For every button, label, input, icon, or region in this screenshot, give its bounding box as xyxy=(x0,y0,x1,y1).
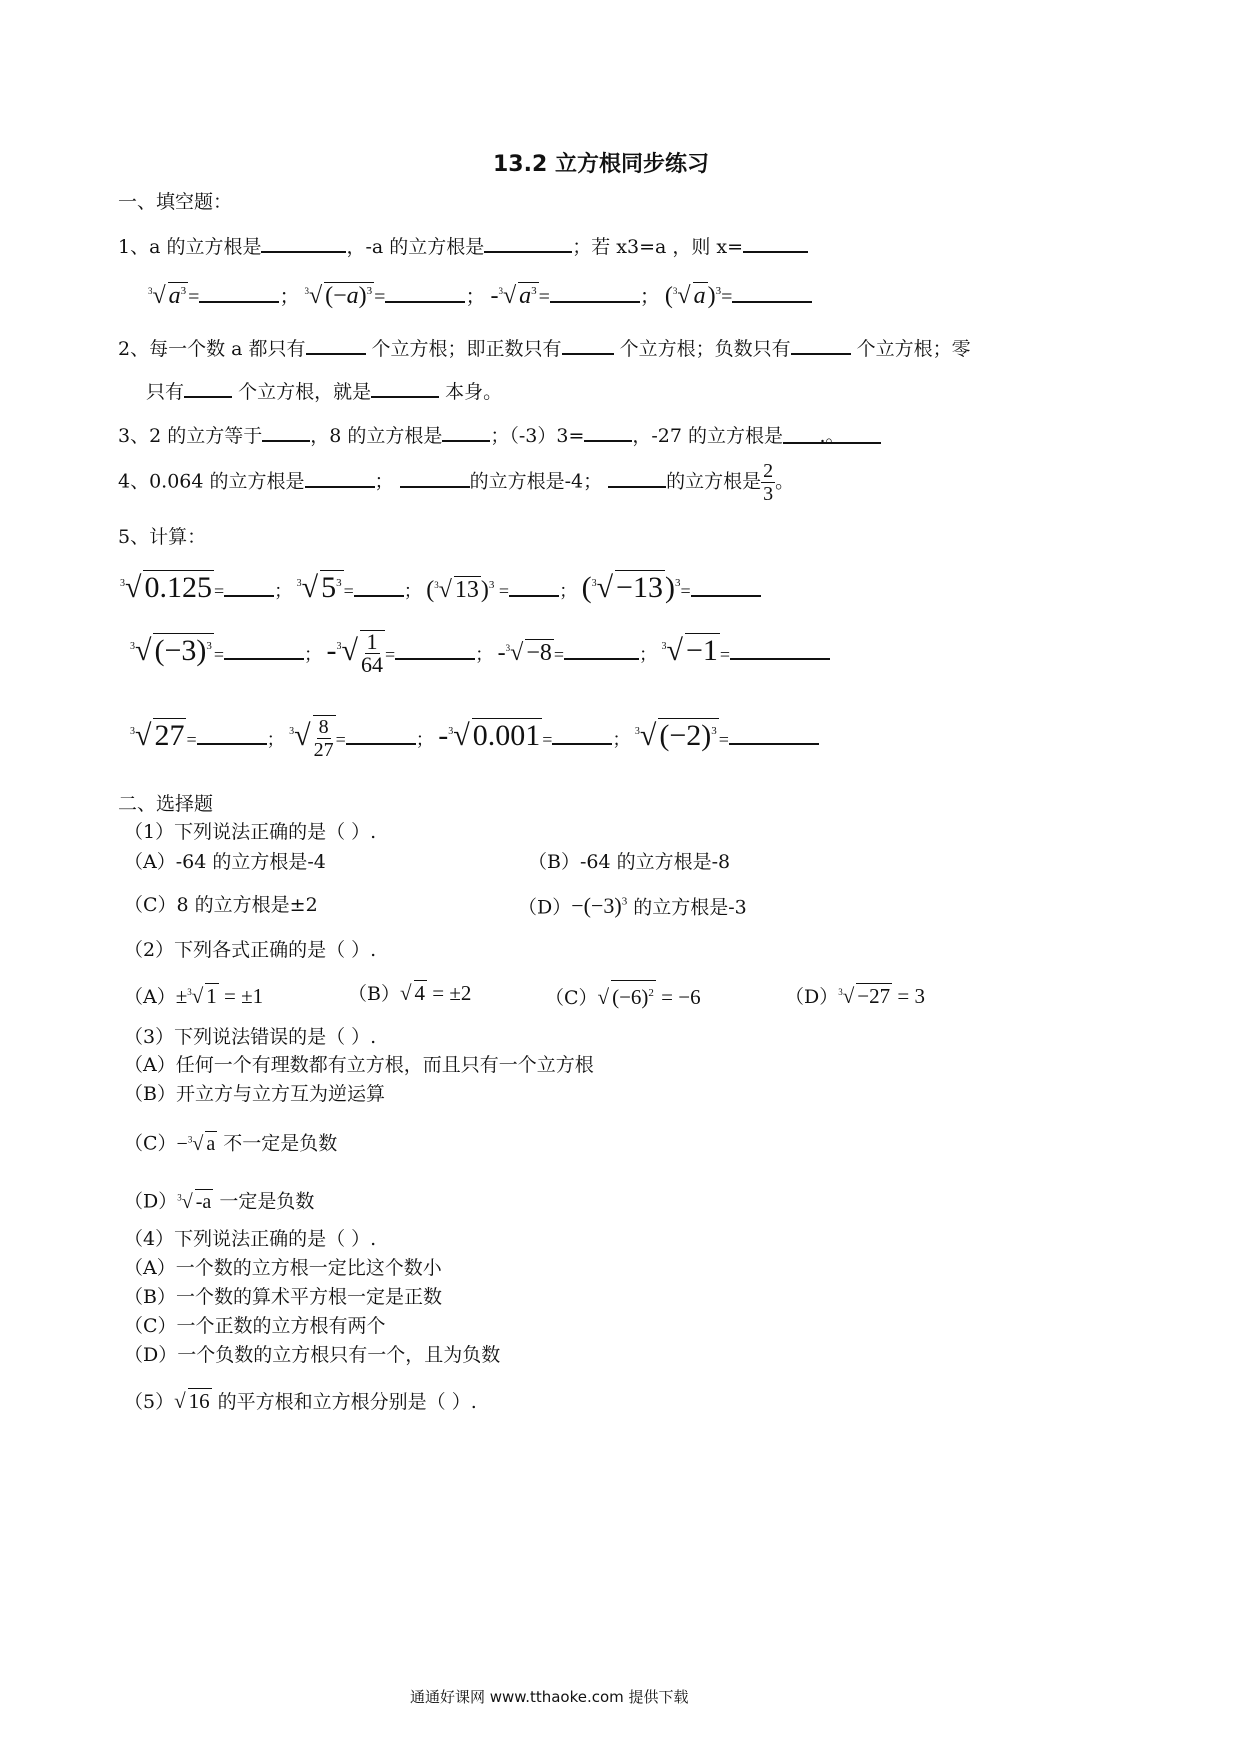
fraction-two-thirds: $\frac{2}{3}$ xyxy=(763,460,774,505)
answer-blank[interactable] xyxy=(261,233,346,253)
answer-blank[interactable] xyxy=(346,725,416,745)
answer-blank[interactable] xyxy=(791,335,851,355)
answer-blank[interactable] xyxy=(442,422,490,442)
choice-3-b[interactable]: （B）开立方与立方互为逆运算 xyxy=(124,1083,385,1105)
cube-root-neg1: $^3$√ −1 xyxy=(661,634,718,668)
choice-1-b[interactable]: （B）-64 的立方根是-8 xyxy=(528,851,731,873)
answer-blank[interactable] xyxy=(691,577,761,597)
question-4: 4、0.064 的立方根是 ； 的立方根是-4； 的立方根是 $\frac{2}{3}$ 。 xyxy=(118,460,795,505)
answer-blank[interactable] xyxy=(197,725,267,745)
cube-root-a-cubed: $^3$√ $a^3$ xyxy=(148,283,187,309)
choice-4-stem: （4）下列说法正确的是（ ）. xyxy=(124,1228,377,1250)
calc-row-3: $^3$√ 27 = ； $^3$√ $\frac{8}{27}$ = ； -$^3$√ 0.001 = ； $^3$√ $(-2)^3$ = xyxy=(130,715,819,761)
neg-cube-root-neg8: -$^3$√ −8 xyxy=(497,640,552,667)
cube-root-0125: $^3$√ 0.125 xyxy=(120,571,212,604)
cube-root-8-27: $^3$√ $\frac{8}{27}$ xyxy=(289,716,334,761)
cube-root-a-power3: ($^3$√ a)$^3$ xyxy=(664,283,722,309)
choice-2-b[interactable]: （B）√ 4 = ±2 xyxy=(348,981,472,1005)
answer-blank[interactable] xyxy=(550,283,640,303)
choice-3-stem: （3）下列说法错误的是（ ）. xyxy=(124,1026,377,1048)
answer-blank[interactable] xyxy=(354,577,404,597)
answer-blank[interactable] xyxy=(262,422,310,442)
footer-source: 通通好课网 www.tthaoke.com 提供下载 xyxy=(410,1688,689,1706)
answer-blank[interactable] xyxy=(395,640,475,660)
question-3: 3、2 的立方等于 ，8 的立方根是 ；（-3）3= ，-27 的立方根是 .。 xyxy=(118,422,881,448)
answer-blank[interactable] xyxy=(608,468,666,488)
answer-blank[interactable] xyxy=(400,468,470,488)
answer-blank[interactable] xyxy=(562,335,614,355)
answer-blank[interactable] xyxy=(385,283,465,303)
question-2-cont: 只有 个立方根，就是 本身。 xyxy=(146,378,502,404)
answer-blank[interactable] xyxy=(730,640,830,660)
neg-cube-root-1-64: -$^3$√ $\frac{1}{64}$ xyxy=(326,629,383,677)
answer-blank[interactable] xyxy=(729,725,819,745)
question-5: 5、计算： xyxy=(118,526,207,548)
choice-4-a[interactable]: （A）一个数的立方根一定比这个数小 xyxy=(124,1257,442,1279)
answer-blank[interactable]: .。 xyxy=(783,424,881,444)
answer-blank[interactable] xyxy=(484,233,572,253)
choice-5-stem: （5）√ 16 的平方根和立方根分别是（ ）. xyxy=(124,1389,477,1413)
answer-blank[interactable] xyxy=(732,283,812,303)
neg-cube-root-0001: -$^3$√ 0.001 xyxy=(438,719,541,753)
cube-root-5-cubed: $^3$√ $5^3$ xyxy=(296,571,342,604)
answer-blank[interactable] xyxy=(306,335,366,355)
question-2: 2、每一个数 a 都只有 个立方根；即正数只有 个立方根；负数只有 个立方根；零 xyxy=(118,335,971,361)
section-multiple-choice: 二、选择题 xyxy=(118,793,214,815)
choice-1-c[interactable]: （C）8 的立方根是±2 xyxy=(124,894,318,916)
answer-blank[interactable] xyxy=(224,577,274,597)
choice-4-d[interactable]: （D）一个负数的立方根只有一个，且为负数 xyxy=(124,1344,501,1366)
answer-blank[interactable] xyxy=(305,468,375,488)
choice-4-b[interactable]: （B）一个数的算术平方根一定是正数 xyxy=(124,1286,442,1308)
cube-root-neg2-cubed: $^3$√ $(-2)^3$ xyxy=(634,719,717,753)
neg-neg3-cubed: $-(-3)^3$ xyxy=(571,893,628,919)
page-title: 13.2 立方根同步练习 xyxy=(493,152,709,177)
answer-blank[interactable] xyxy=(564,640,639,660)
question-1-expressions: $^3$√ $a^3$ = ； $^3$√ $(-a)^3$ = ； -$^3$√ $a^3$ = ； ($^3$√ a)$^3$= xyxy=(148,280,812,310)
neg-cube-root-a-cubed: -$^3$√ $a^3$ xyxy=(490,283,537,309)
answer-blank[interactable] xyxy=(509,577,559,597)
choice-1-a[interactable]: （A）-64 的立方根是-4 xyxy=(124,851,326,873)
cube-root-13-power3: ($^3$√ 13)$^3$ xyxy=(426,577,495,603)
cube-root-27: $^3$√ 27 xyxy=(130,719,185,753)
choice-2-c[interactable]: （C）√ $(-6)^2 = -6$ xyxy=(545,980,701,1010)
answer-blank[interactable] xyxy=(199,283,279,303)
answer-blank[interactable] xyxy=(371,378,439,398)
answer-blank[interactable] xyxy=(584,422,632,442)
answer-blank[interactable] xyxy=(552,725,612,745)
choice-2-stem: （2）下列各式正确的是（ ）. xyxy=(124,939,377,961)
answer-blank[interactable] xyxy=(743,233,808,253)
choice-3-d[interactable]: $(D)^3√$ -a 一定是负数 xyxy=(124,1190,315,1213)
question-1: 1、a 的立方根是 ，-a 的立方根是 ；若 x3=a ，则 x= xyxy=(118,233,808,259)
choice-2-a[interactable]: （A）±$^3$√ 1 = ±1 xyxy=(124,984,264,1008)
sqrt-16: √ 16 xyxy=(174,1389,210,1413)
answer-blank[interactable] xyxy=(184,378,232,398)
choice-2-d[interactable]: $(D)^3√ -27 = 3$ xyxy=(785,984,925,1008)
answer-blank[interactable] xyxy=(224,640,304,660)
choice-3-a[interactable]: （A）任何一个有理数都有立方根，而且只有一个立方根 xyxy=(124,1054,594,1076)
cube-root-neg-a-cubed: $^3$√ $(-a)^3$ xyxy=(304,283,373,309)
choice-4-c[interactable]: （C）一个正数的立方根有两个 xyxy=(124,1315,386,1337)
calc-row-2: $^3$√ $(-3)^3$ = ； -$^3$√ $\frac{1}{64}$ = ； -$^3$√ −8 = ； $^3$√ −1 = xyxy=(130,630,830,676)
cube-root-neg3-cubed: $^3$√ $(-3)^3$ xyxy=(130,634,212,668)
calc-row-1: $^3$√ 0.125 = ； $^3$√ $5^3$ = ； ($^3$√ 13)$^3$ = ； $(^3√ -13)^3=$ xyxy=(120,570,761,605)
choice-1-d[interactable]: $(D)-(-3)^3$ 的立方根是-3 xyxy=(518,893,747,919)
section-fill-blank: 一、填空题： xyxy=(118,191,233,213)
choice-1-stem: （1）下列说法正确的是（ ）. xyxy=(124,821,377,843)
cube-root-neg13-power3: $(^3√ -13)^3$ xyxy=(581,571,681,604)
choice-3-c[interactable]: （C）−$^3$√ a 不一定是负数 xyxy=(124,1132,338,1155)
